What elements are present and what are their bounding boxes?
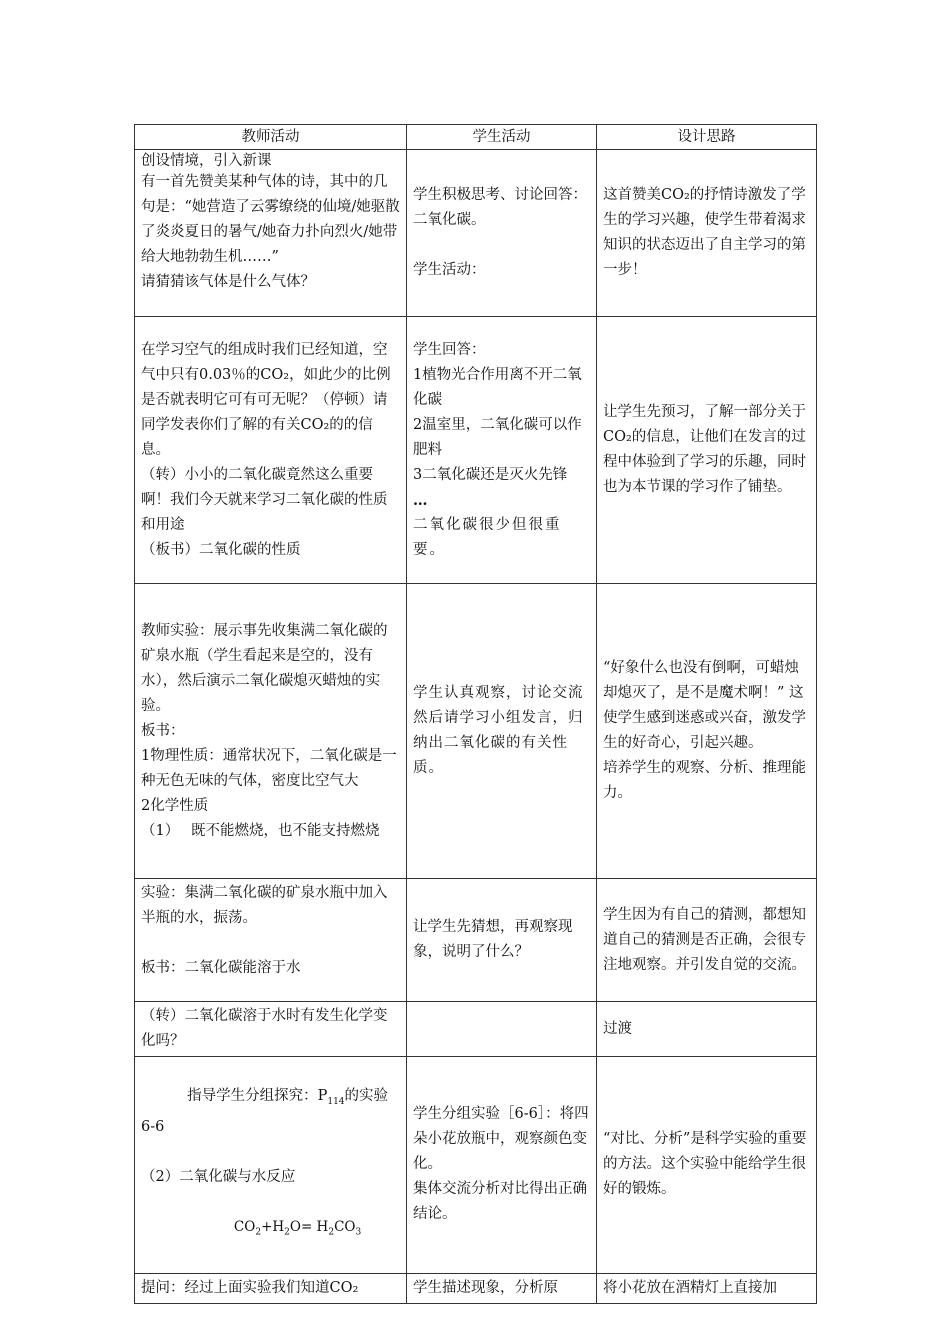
eq-part: CO <box>334 1218 356 1235</box>
text-line: 有一首先赞美某种气体的诗，其中的几句是：“她营造了云雾缭绕的仙境/她驱散了炎炎夏日的暑气/她奋力扑向烈火/她带给大地勃勃生机……” <box>141 174 400 265</box>
text-line: 让学生先猜想，再观察现象，说明了什么？ <box>413 919 573 960</box>
text-line: 集体交流分析对比得出正确结论。 <box>413 1181 587 1223</box>
design-cell <box>597 150 817 317</box>
text-line: 培养学生的观察、分析、推理能力。 <box>603 760 806 801</box>
text-line: 学生分组实验［6-6］：将四朵小花放瓶中，观察颜色变化。 <box>413 1106 589 1173</box>
text-line: 1物理性质：通常状况下，二氧化碳是一种无色无味的气体，密度比空气大 <box>141 747 397 789</box>
text-line: 这首赞美CO₂的抒情诗激发了学生的学习兴趣，使学生带着渴求知识的状态迈出了自主学习的第一步！ <box>603 187 806 278</box>
header-teacher: 教师活动 <box>135 125 407 150</box>
table-row <box>135 879 817 1002</box>
text-line: 学生活动： <box>413 262 486 278</box>
text-line: 教师实验：展示事先收集满二氧化碳的矿泉水瓶（学生看起来是空的，没有水），然后演示二氧化碳熄灭蜡烛的实验。 <box>141 622 388 714</box>
text-line: 2温室里，二氧化碳可以作肥料 <box>413 416 582 458</box>
table-row <box>135 317 817 584</box>
table-row <box>135 584 817 879</box>
table-row <box>135 1273 817 1303</box>
text-line: （转）小小的二氧化碳竟然这么重要啊！我们今天就来学习二氧化碳的性质和用途 <box>141 466 388 533</box>
student-cell <box>407 1273 597 1303</box>
table-row <box>135 1002 817 1057</box>
text-line: 提问：经过上面实验我们知道CO₂ <box>141 1279 359 1296</box>
text-line: 过渡 <box>603 1020 632 1037</box>
text-line: 学生认真观察，讨论交流然后请学习小组发言，归纳出二氧化碳的有关性质。 <box>413 685 584 776</box>
text-part: 的实验6-6 <box>141 1088 389 1135</box>
text-line: 二氧化碳很少但很重要。 <box>413 516 562 558</box>
teacher-cell <box>135 1057 407 1274</box>
student-cell <box>407 584 597 879</box>
teacher-cell <box>135 1273 407 1303</box>
eq-subscript: 2 <box>284 1227 290 1238</box>
design-cell <box>597 1057 817 1274</box>
text-line: 1植物光合作用离不开二氧化碳 <box>413 366 582 408</box>
text-part: 指导学生分组探究：P <box>187 1088 328 1104</box>
table-row <box>135 1057 817 1274</box>
text-line: 2化学性质 <box>141 797 209 814</box>
header-student: 学生活动 <box>407 125 597 150</box>
design-cell <box>597 879 817 1002</box>
text-line: 请猜猜该气体是什么气体？ <box>141 274 315 290</box>
teacher-cell <box>135 1002 407 1057</box>
text-line: … <box>413 491 428 509</box>
lesson-plan-table <box>134 124 817 1304</box>
eq-part: +H <box>261 1218 285 1235</box>
chemical-equation <box>141 1190 400 1271</box>
design-cell <box>597 1273 817 1303</box>
text-line: 学生因为有自己的猜测，都想知道自己的猜测是否正确，会很专注地观察。并引发自觉的交流。 <box>603 906 806 973</box>
student-cell <box>407 1057 597 1274</box>
table-row <box>135 150 817 317</box>
student-cell <box>407 150 597 317</box>
text-line: 板书： <box>141 722 185 739</box>
text-line: 将小花放在酒精灯上直接加 <box>603 1279 777 1296</box>
eq-subscript: 3 <box>355 1227 362 1238</box>
eq-part: O= H <box>289 1218 329 1235</box>
teacher-cell <box>135 584 407 879</box>
design-cell <box>597 1002 817 1057</box>
student-cell <box>407 879 597 1002</box>
text-line: （板书）二氧化碳的性质 <box>141 541 301 558</box>
text-line: 板书：二氧化碳能溶于水 <box>141 960 301 976</box>
text-line: 在学习空气的组成时我们已经知道，空气中只有0.03％的CO₂，如此少的比例是否就表明它可有可无呢？（停顿）请同学发表你们了解的有关CO₂的的信息。 <box>141 341 391 458</box>
eq-subscript: 2 <box>255 1227 262 1238</box>
page-subscript: 114 <box>327 1096 345 1107</box>
text-line: 实验：集满二氧化碳的矿泉水瓶中加入半瓶的水，振荡。 <box>141 885 388 926</box>
text-line: （转）二氧化碳溶于水时有发生化学变化吗？ <box>141 1008 388 1049</box>
student-cell <box>407 317 597 584</box>
text-line <box>413 233 590 258</box>
text-line: “好象什么也没有倒啊，可蜡烛却熄灭了，是不是魔术啊！” 这使学生感到迷惑或兴奋，激发学生的好奇心，引起兴趣。 <box>603 660 806 751</box>
text-line: （2）二氧化碳与水反应 <box>141 1168 296 1185</box>
text-line: 学生描述现象，分析原 <box>413 1279 558 1296</box>
text-line: 学生积极思考、讨论回答：二氧化碳。 <box>413 187 587 228</box>
list-text: 既不能燃烧，也不能支持燃烧 <box>191 822 380 839</box>
design-cell <box>597 317 817 584</box>
teacher-cell <box>135 317 407 584</box>
teacher-cell <box>135 879 407 1002</box>
text-line: “对比、分析”是科学实验的重要的方法。这个实验中能给学生很好的锻炼。 <box>603 1131 807 1198</box>
header-design: 设计思路 <box>597 125 817 150</box>
header-row <box>135 125 817 150</box>
design-cell <box>597 584 817 879</box>
text-line: 创设情境，引入新课 <box>141 153 272 169</box>
eq-part: CO <box>233 1218 256 1235</box>
teacher-cell <box>135 150 407 317</box>
student-cell <box>407 1002 597 1057</box>
text-line <box>141 819 400 844</box>
text-line: 让学生先预习，了解一部分关于CO₂的信息，让他们在发言的过程中体验到了学习的乐趣，同时也为本节课的学习作了铺垫。 <box>603 404 806 495</box>
list-marker: （1） <box>141 822 180 839</box>
text-line <box>141 1059 400 1165</box>
text-line: 3二氧化碳还是灭火先锋 <box>413 466 568 483</box>
eq-subscript: 2 <box>328 1227 335 1238</box>
text-line <box>141 931 400 956</box>
text-line: 学生回答： <box>413 341 486 358</box>
